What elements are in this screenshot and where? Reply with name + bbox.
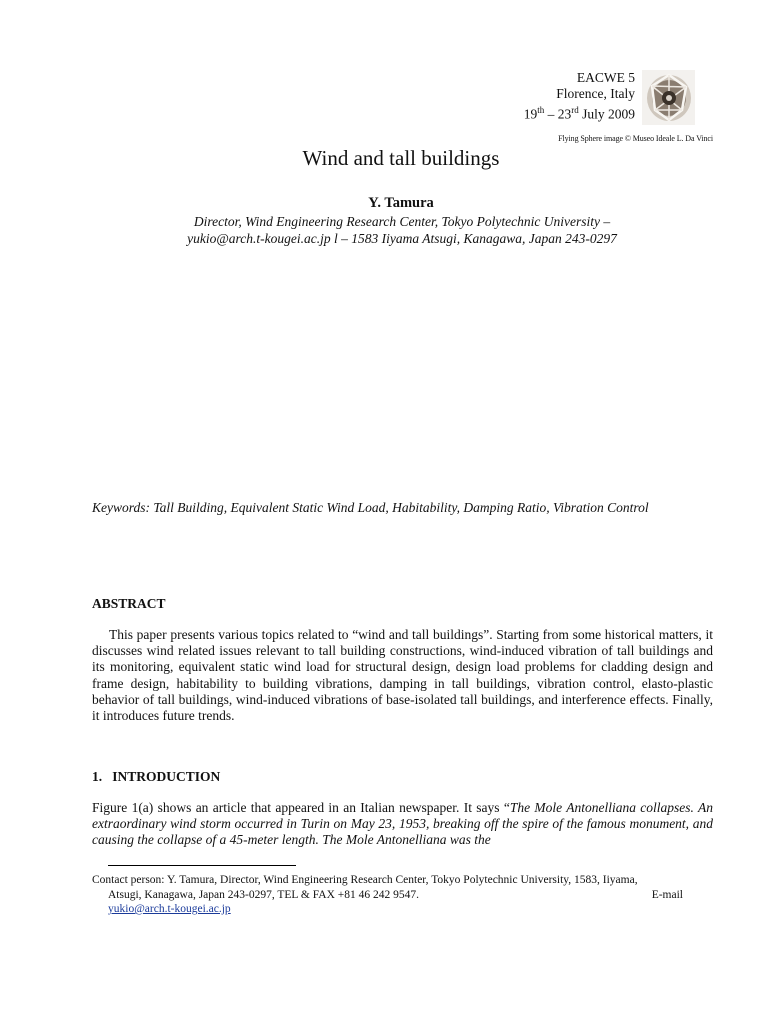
introduction-text: Figure 1(a) shows an article that appeared in an Italian newspaper. It says “ [92, 800, 510, 815]
image-credit: Flying Sphere image © Museo Ideale L. Da Vinci [558, 134, 713, 143]
footnote-line-1: Contact person: Y. Tamura, Director, Wind Engineering Research Center, Tokyo Polytechnic University, 1583, Iiyama, [92, 874, 638, 886]
paper-author: Y. Tamura [368, 195, 434, 211]
conference-info [524, 70, 635, 123]
conference-location: Florence, Italy [556, 86, 635, 101]
introduction-heading: 1. INTRODUCTION [92, 769, 221, 784]
footnote-line-2: Atsugi, Kanagawa, Japan 243-0297, TEL & FAX +81 46 242 9547. E-mail [108, 888, 683, 901]
introduction-quote: The Mole Antonelliana collapses. An extraordinary wind storm occurred in Turin on May 23, 1953, breaking off the spire of the famous monument, and causing the collapse of a 45-meter length. The Mole Antonelliana was the [92, 800, 713, 847]
paper-title: Wind and tall buildings [302, 146, 500, 170]
footnote-line-3 [92, 902, 713, 917]
keywords: Keywords: Tall Building, Equivalent Static Wind Load, Habitability, Damping Ratio, Vibration Control [92, 500, 649, 515]
email-link[interactable]: yukio@arch.t-kougei.ac.jp [108, 903, 231, 915]
abstract-heading: ABSTRACT [92, 596, 166, 611]
author-affiliation [100, 213, 704, 247]
conference-name: EACWE 5 [576, 70, 635, 85]
abstract-body: This paper presents various topics related to “wind and tall buildings”. Starting from some historical matters, it discusses wind related issues relevant to tall building constructions, wind-induced vibration of tall buildings and its monitoring, equivalent static wind load for structural design, design load problems for cladding design and frame design, habitability to building vibrations, damping in tall buildings, vibration control, elasto-plastic behavior of tall buildings, wind-induced vibrations of base-isolated tall buildings, and interference effects. Finally, it introduces future trends. [92, 627, 713, 724]
footnote [92, 873, 713, 917]
introduction-body [92, 800, 713, 848]
affiliation-line-2: yukio@arch.t-kougei.ac.jp l – 1583 Iiyama Atsugi, Kanagawa, Japan 243-0297 [187, 231, 617, 246]
conference-date: 19th – 23rd July 2009 [523, 105, 635, 122]
affiliation-line-1: Director, Wind Engineering Research Center, Tokyo Polytechnic University – [193, 214, 611, 229]
footnote-divider [108, 865, 296, 866]
flying-sphere-logo [642, 70, 695, 125]
email-label: E-mail [651, 888, 683, 901]
